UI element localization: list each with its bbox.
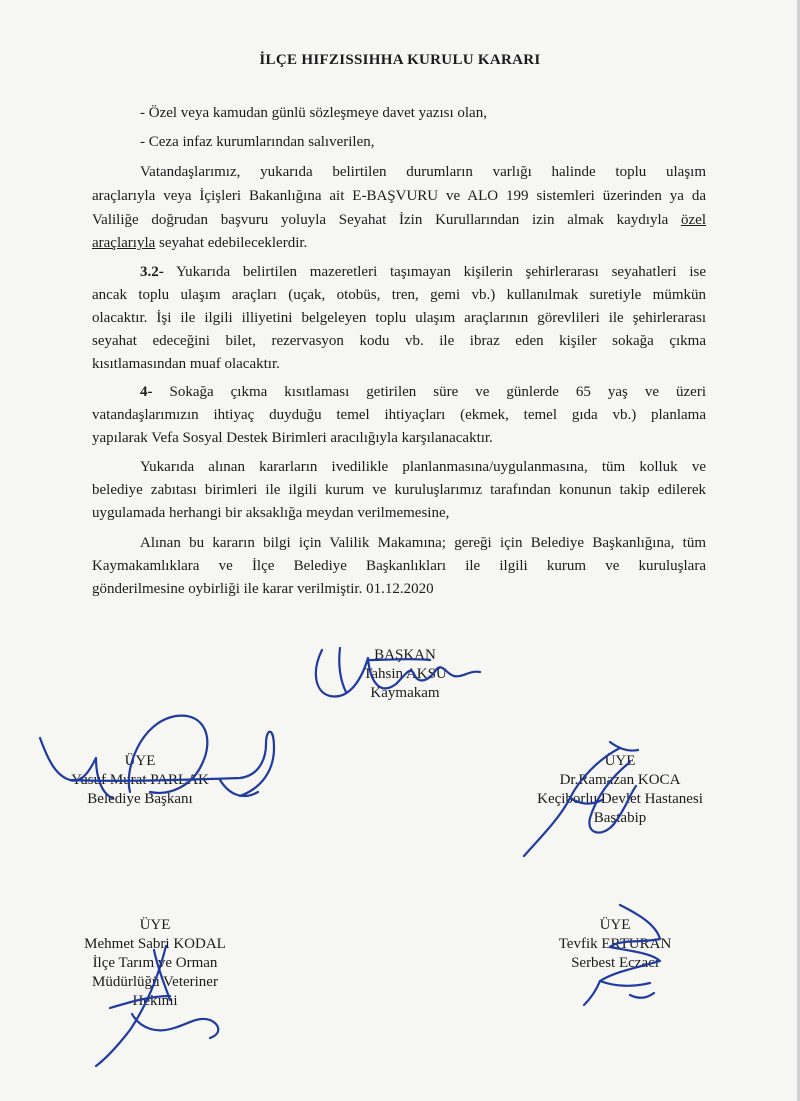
- section-line: yapılarak Vefa Sosyal Destek Birimleri aracılığıyla karşılanacaktır.: [92, 430, 493, 446]
- section-line: vatandaşlarımızın ihtiyaç duyduğu temel ihtiyaçları (ekmek, temel gıda vb.) planlama: [92, 407, 706, 423]
- signatory-role: ÜYE: [124, 753, 156, 769]
- paragraph-line: gönderilmesine oybirliği ile karar verilmiştir. 01.12.2020: [92, 581, 434, 597]
- signatory-title: Baştabip: [593, 810, 647, 826]
- paragraph-line: belediye zabıtası birimleri ile ilgili kurum ve kuruluşlarımız tarafından konunun takip edilerek: [92, 482, 706, 498]
- signature-member-3-icon: [70, 930, 240, 1070]
- signatory-title: Hekimi: [132, 993, 178, 1009]
- signatory-title: Serbest Eczacı: [571, 955, 659, 971]
- bullet-item: - Özel veya kamudan günlü sözleşmeye davet yazısı olan,: [140, 105, 487, 121]
- signatory-role: ÜYE: [139, 917, 171, 933]
- section-line: ancak toplu ulaşım araçları (uçak, otobüs, tren, gemi vb.) kullanılmak suretiyle mümkün: [92, 287, 706, 303]
- signature-member-2-icon: [510, 738, 670, 868]
- section-number: 3.2-: [140, 264, 164, 280]
- section-line: olacaktır. İşi ile ilgili illiyetini belgeleyen toplu ulaşım araçlarının görevlileri ile şehirlerarası: [92, 310, 706, 326]
- document-title: İLÇE HIFZISSIHHA KURULU KARARI: [259, 52, 541, 68]
- section-number: 4-: [140, 384, 153, 400]
- paragraph-line: Alınan bu kararın bilgi için Valilik Makamına; gereği için Belediye Başkanlığına, tüm: [140, 535, 706, 551]
- paragraph-line: uygulamada herhangi bir aksaklığa meydan verilmemesine,: [92, 505, 450, 521]
- signatory-name: Dr.Ramazan KOCA: [559, 772, 681, 788]
- signatory-role: ÜYE: [604, 753, 636, 769]
- signatory-title: Kaymakam: [370, 685, 440, 701]
- signature-president-icon: [310, 630, 500, 710]
- signatory-title: Belediye Başkanı: [87, 791, 193, 807]
- signature-member-1-icon: [30, 700, 290, 830]
- section-text: Sokağa çıkma kısıtlaması getirilen süre ve günlerde 65 yaş ve üzeri: [152, 384, 706, 400]
- signatory-role: BAŞKAN: [374, 647, 436, 663]
- paragraph-line: [92, 211, 706, 229]
- paragraph-line: Kaymakamlıklara ve İlçe Belediye Başkanlıkları ile ilgili kurum ve kuruluşlara: [92, 558, 706, 574]
- signatory-title: Müdürlüğü Veteriner: [92, 974, 218, 990]
- signatory-name: Mehmet Sabri KODAL: [84, 936, 226, 952]
- paragraph-text: seyahat edebileceklerdir.: [155, 235, 308, 251]
- signatory-name: Yusuf Murat PARLAK: [71, 772, 209, 788]
- section-text: Yukarıda belirtilen mazeretleri taşımayan kişilerin şehirlerarası seyahatleri ise: [163, 264, 706, 280]
- signatory-name: Tahsin AKSU: [363, 666, 447, 682]
- section-line: [140, 263, 706, 281]
- section-line: seyahat edeceğini bilet, rezervasyon kodu vb. ile ibraz eden kişiler sokağa çıkma: [92, 333, 706, 349]
- paragraph-text: Valiliğe doğrudan başvuru yoluyla Seyahat İzin Kurullarından izin almak kaydıyla: [92, 212, 669, 228]
- bullet-item: - Ceza infaz kurumlarından salıverilen,: [140, 134, 375, 150]
- signature-member-4-icon: [560, 895, 690, 1015]
- signatory-title: Keçiborlu Devlet Hastanesi: [537, 791, 703, 807]
- paragraph-line: araçlarıyla veya İçişleri Bakanlığına ait E-BAŞVURU ve ALO 199 sistemleri üzerinden ya da: [92, 188, 706, 204]
- paragraph-line: Vatandaşlarımız, yukarıda belirtilen durumların varlığı halinde toplu ulaşım: [140, 164, 706, 180]
- section-line: [140, 383, 706, 401]
- underlined-text: özel: [681, 212, 706, 228]
- signatory-name: Tevfik ERTURAN: [558, 936, 672, 952]
- paragraph-line: [92, 234, 307, 252]
- section-line: kısıtlamasından muaf olacaktır.: [92, 356, 280, 372]
- signatory-role: ÜYE: [599, 917, 631, 933]
- paragraph-line: Yukarıda alınan kararların ivedilikle planlanmasına/uygulanmasına, tüm kolluk ve: [140, 459, 706, 475]
- signatory-title: İlçe Tarım ve Orman: [92, 955, 218, 971]
- underlined-text: araçlarıyla: [92, 235, 156, 251]
